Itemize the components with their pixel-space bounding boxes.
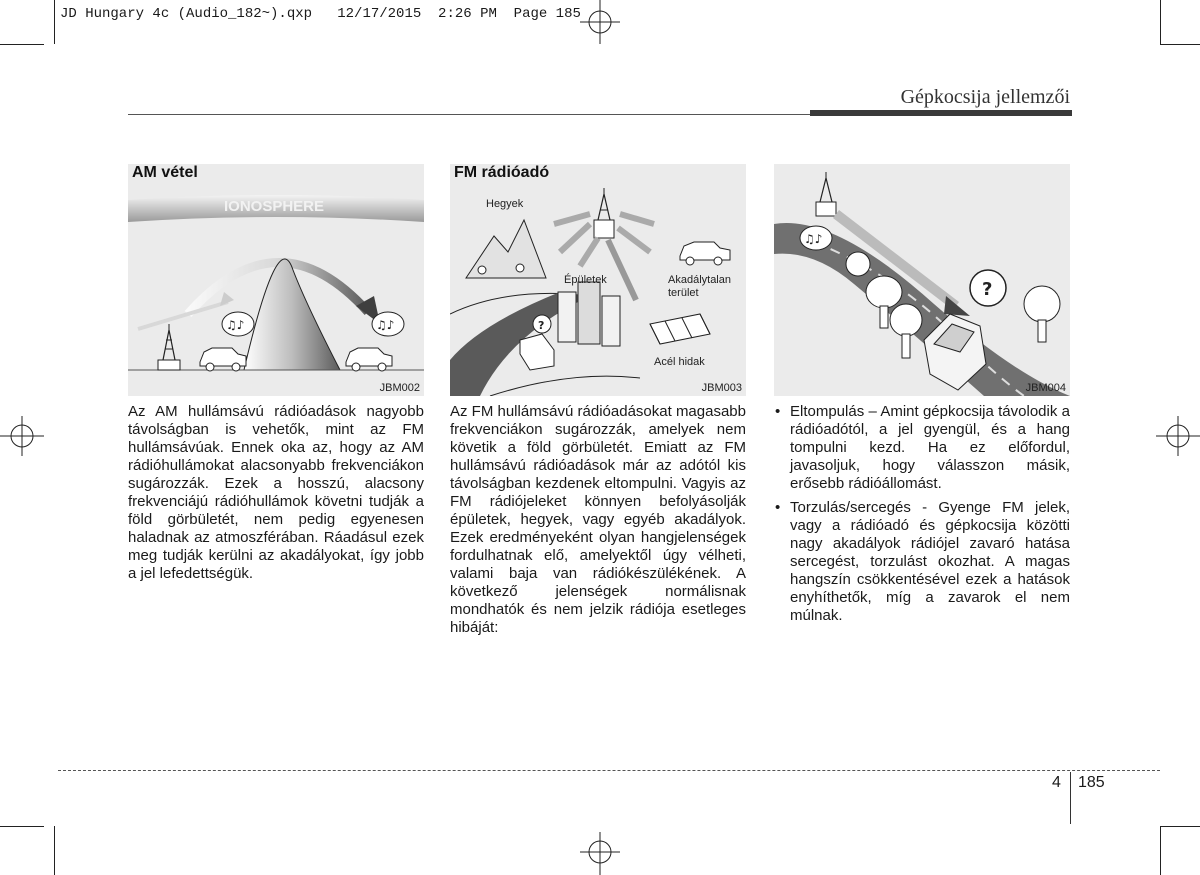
registration-mark-bottom bbox=[576, 832, 624, 875]
registration-mark-right bbox=[1156, 412, 1200, 460]
music-note-icon bbox=[800, 226, 832, 250]
ionosphere-label: IONOSPHERE bbox=[224, 198, 325, 215]
label-buildings: Épületek bbox=[564, 274, 607, 286]
left-column-text: Az AM hullámsávú rádióadások nagyobb távolságban is vehetők, mint az FM hullámsávúak. Ennek oka az, hogy az AM rádióhullámokat alacsonyabb frekvenciákon sugározzák. Ezek a hosszú, alacsony frekvenciájú rádióhullámok követni tudják a föld görbületét, nem pedig egyenesen haladnak az atmoszférában. Ráadásul ezek meg tudják kerülni az akadályokat, így jobb a jel lefedettségük. bbox=[128, 403, 424, 582]
music-note-icon bbox=[372, 312, 404, 336]
crop-mark bbox=[1160, 44, 1200, 45]
figure-title: FM rádióadó bbox=[454, 164, 550, 181]
figure-code: JBM003 bbox=[701, 382, 742, 394]
print-file-info: JD Hungary 4c (Audio_182~).qxp 12/17/2015 2:26 PM Page 185 bbox=[60, 6, 581, 22]
car-icon bbox=[520, 334, 554, 370]
crop-mark bbox=[0, 44, 44, 45]
arrow-head-icon bbox=[944, 296, 970, 316]
bullet-text: Torzulás/sercegés - Gyenge FM jelek, vagy a rádióadó és gépkocsija közötti nagy akadályok rádiójel zavaró hatása sercegést, torzulást okozhat. A magas hangszín csökkentésével ezek a hatások enyhíthetők, míg a zavarok el nem múlnak. bbox=[790, 499, 1070, 624]
car-icon bbox=[346, 348, 392, 371]
building-icon bbox=[558, 282, 620, 346]
label-obstacle-line2: terület bbox=[668, 287, 699, 299]
radio-tower-icon bbox=[158, 324, 180, 370]
label-obstacle-line1: Akadálytalan bbox=[668, 274, 731, 286]
crop-mark bbox=[1160, 0, 1161, 44]
right-column-bullets bbox=[774, 403, 1070, 631]
bullet-icon: • bbox=[775, 403, 781, 420]
question-bubble-icon bbox=[533, 315, 551, 333]
chapter-number: 4 bbox=[1052, 774, 1061, 791]
page-number: 185 bbox=[1078, 774, 1105, 791]
section-title: Gépkocsija jellemzői bbox=[900, 86, 1070, 108]
svg-text:?: ? bbox=[538, 319, 545, 332]
figure-am-reception bbox=[128, 164, 424, 396]
svg-text:♫♪: ♫♪ bbox=[226, 318, 245, 332]
svg-text:♫♪: ♫♪ bbox=[804, 232, 823, 246]
radio-tower-icon bbox=[594, 188, 614, 238]
crop-mark bbox=[1160, 826, 1161, 875]
page-number-divider bbox=[1070, 772, 1071, 824]
registration-mark-top bbox=[576, 0, 624, 44]
list-item bbox=[774, 499, 1070, 625]
header-rule-thick bbox=[810, 110, 1072, 116]
question-bubble-icon bbox=[970, 270, 1006, 306]
registration-mark-left bbox=[0, 412, 44, 460]
music-note-icon bbox=[222, 312, 254, 336]
steel-bridge-icon bbox=[650, 314, 710, 344]
figure-title: AM vétel bbox=[132, 164, 198, 181]
footer-dashed-rule bbox=[58, 770, 1160, 771]
crop-mark bbox=[1160, 826, 1200, 827]
middle-column-text: Az FM hullámsávú rádióadásokat magasabb frekvenciákon sugározzák, amelyek nem követik a föld görbületét. Emiatt az FM hullámsávú rádióadások már az adótól kis távolságban kezdenek eltompulni. Vagyis az FM rádiójeleket könnyen befolyásolják épületek, hegyek, vagy egyéb akadályok. Ezek eredményeként olyan hangjelenségek fordulhatnak elő, amelyektől úgy vélheti, valami baja van rádiókészülékének. A következő jelenségek normálisnak mondhatók és nem jelzik rádiója esetleges hibáját: bbox=[450, 403, 746, 636]
svg-text:♫♪: ♫♪ bbox=[376, 318, 395, 332]
bullet-text: Eltompulás – Amint gépkocsija távolodik a rádióadótól, a jel gyengül, és a hang tompulni kezd. Ha ez előfordul, javasoljuk, hogy válasszon másik, erősebb rádióállomást. bbox=[790, 403, 1070, 492]
figure-fm-transmitter bbox=[450, 164, 746, 396]
list-item bbox=[774, 403, 1070, 493]
header-rule bbox=[128, 114, 810, 115]
car-icon bbox=[680, 242, 730, 265]
figure-code: JBM004 bbox=[1025, 382, 1066, 394]
svg-text:?: ? bbox=[982, 279, 993, 300]
radio-tower-icon bbox=[816, 172, 836, 216]
mountain-icon bbox=[466, 220, 546, 278]
crop-mark bbox=[0, 826, 44, 827]
figure-fading bbox=[774, 164, 1070, 396]
label-bridges: Acél hidak bbox=[654, 356, 705, 368]
label-mountains: Hegyek bbox=[486, 198, 524, 210]
fading-illustration bbox=[774, 164, 1070, 396]
figure-code: JBM002 bbox=[379, 382, 420, 394]
crop-mark bbox=[54, 0, 55, 44]
crop-mark bbox=[54, 826, 55, 875]
bullet-icon: • bbox=[775, 499, 781, 516]
car-icon bbox=[200, 348, 246, 371]
